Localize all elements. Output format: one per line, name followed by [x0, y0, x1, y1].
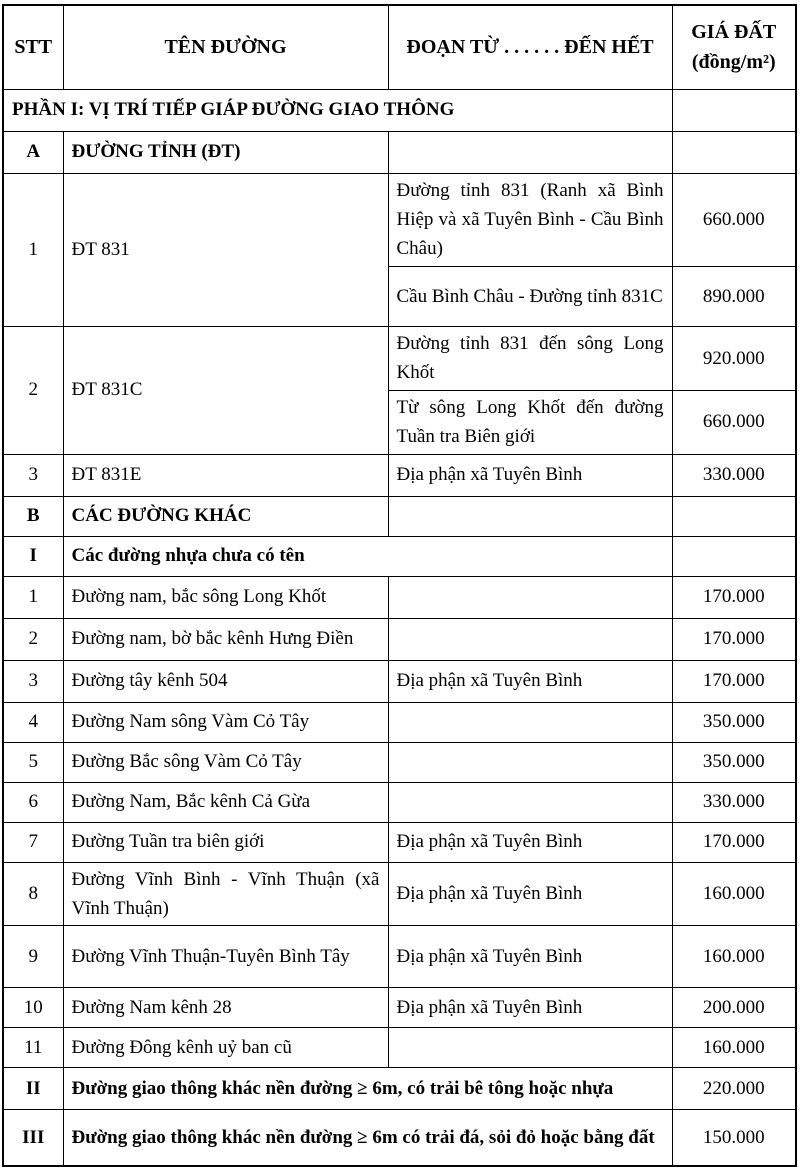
section-iii-row	[3, 1110, 796, 1166]
route-dt831e-stt: 3	[3, 454, 63, 496]
road-3-segment: Địa phận xã Tuyên Bình	[388, 660, 672, 702]
road-9-segment: Địa phận xã Tuyên Bình	[388, 926, 672, 988]
header-cell-doan-tu: ĐOẠN TỪ . . . . . . ĐẾN HẾT	[388, 5, 672, 89]
section-ii-id: II	[3, 1068, 63, 1110]
section-b-name: CÁC ĐƯỜNG KHÁC	[63, 496, 388, 536]
route-dt831e-name: ĐT 831E	[63, 454, 388, 496]
road-5-price: 350.000	[672, 742, 796, 782]
route-dt831c-price-1: 920.000	[672, 326, 796, 390]
route-dt831c-price-2: 660.000	[672, 390, 796, 454]
road-8-segment: Địa phận xã Tuyên Bình	[388, 862, 672, 926]
section-ii-name: Đường giao thông khác nền đường ≥ 6m, có trải bê tông hoặc nhựa	[63, 1068, 672, 1110]
route-dt831c-name: ĐT 831C	[63, 326, 388, 454]
road-row-3	[3, 660, 796, 702]
road-11-stt: 11	[3, 1028, 63, 1068]
section-a-segment-empty	[388, 131, 672, 173]
road-10-segment: Địa phận xã Tuyên Bình	[388, 988, 672, 1028]
road-7-name: Đường Tuần tra biên giới	[63, 822, 388, 862]
header-cell-gia-dat	[672, 5, 796, 89]
road-8-stt: 8	[3, 862, 63, 926]
road-2-segment	[388, 618, 672, 660]
route-dt831-segment-1: Đường tỉnh 831 (Ranh xã Bình Hiệp và xã Tuyên Bình - Cầu Bình Châu)	[388, 173, 672, 266]
road-row-5	[3, 742, 796, 782]
table-header-row	[3, 5, 796, 89]
road-10-stt: 10	[3, 988, 63, 1028]
road-5-segment	[388, 742, 672, 782]
route-dt831-row-1	[3, 173, 796, 266]
route-dt831c-row-1	[3, 326, 796, 390]
part1-title-row	[3, 89, 796, 131]
road-7-stt: 7	[3, 822, 63, 862]
section-a-price-empty	[672, 131, 796, 173]
road-11-price: 160.000	[672, 1028, 796, 1068]
section-a-name: ĐƯỜNG TỈNH (ĐT)	[63, 131, 388, 173]
route-dt831-stt: 1	[3, 173, 63, 326]
road-1-stt: 1	[3, 576, 63, 618]
road-5-stt: 5	[3, 742, 63, 782]
section-iii-price: 150.000	[672, 1110, 796, 1166]
section-i-price-empty	[672, 536, 796, 576]
road-row-4	[3, 702, 796, 742]
road-8-price: 160.000	[672, 862, 796, 926]
road-1-name: Đường nam, bắc sông Long Khốt	[63, 576, 388, 618]
road-2-price: 170.000	[672, 618, 796, 660]
road-row-9	[3, 926, 796, 988]
section-ii-row	[3, 1068, 796, 1110]
section-a-id: A	[3, 131, 63, 173]
gia-dat-line2: (đồng/m²)	[691, 51, 776, 74]
gia-dat-line1: GIÁ ĐẤT	[691, 21, 777, 44]
road-4-price: 350.000	[672, 702, 796, 742]
part1-title-cell: PHẦN I: VỊ TRÍ TIẾP GIÁP ĐƯỜNG GIAO THÔNG	[3, 89, 672, 131]
header-cell-stt: STT	[3, 5, 63, 89]
road-1-price: 170.000	[672, 576, 796, 618]
route-dt831e-segment: Địa phận xã Tuyên Bình	[388, 454, 672, 496]
road-10-name: Đường Nam kênh 28	[63, 988, 388, 1028]
road-11-segment	[388, 1028, 672, 1068]
route-dt831e-row	[3, 454, 796, 496]
route-dt831c-stt: 2	[3, 326, 63, 454]
road-3-stt: 3	[3, 660, 63, 702]
road-row-8	[3, 862, 796, 926]
road-7-segment: Địa phận xã Tuyên Bình	[388, 822, 672, 862]
route-dt831c-segment-1: Đường tỉnh 831 đến sông Long Khốt	[388, 326, 672, 390]
road-4-name: Đường Nam sông Vàm Cỏ Tây	[63, 702, 388, 742]
route-dt831-name: ĐT 831	[63, 173, 388, 326]
road-6-price: 330.000	[672, 782, 796, 822]
road-2-stt: 2	[3, 618, 63, 660]
section-iii-name: Đường giao thông khác nền đường ≥ 6m có trải đá, sỏi đỏ hoặc bằng đất	[63, 1110, 672, 1166]
section-i-row	[3, 536, 796, 576]
section-i-id: I	[3, 536, 63, 576]
road-6-name: Đường Nam, Bắc kênh Cả Gừa	[63, 782, 388, 822]
road-5-name: Đường Bắc sông Vàm Cỏ Tây	[63, 742, 388, 782]
road-2-name: Đường nam, bờ bắc kênh Hưng Điền	[63, 618, 388, 660]
road-row-2	[3, 618, 796, 660]
section-i-name: Các đường nhựa chưa có tên	[63, 536, 672, 576]
section-a-row	[3, 131, 796, 173]
road-9-stt: 9	[3, 926, 63, 988]
road-row-7	[3, 822, 796, 862]
section-b-id: B	[3, 496, 63, 536]
land-price-table	[2, 4, 797, 1167]
road-9-price: 160.000	[672, 926, 796, 988]
part1-price-cell-empty	[672, 89, 796, 131]
section-b-row	[3, 496, 796, 536]
road-3-price: 170.000	[672, 660, 796, 702]
road-4-segment	[388, 702, 672, 742]
route-dt831-price-1: 660.000	[672, 173, 796, 266]
road-6-segment	[388, 782, 672, 822]
road-row-1	[3, 576, 796, 618]
route-dt831-price-2: 890.000	[672, 266, 796, 326]
road-11-name: Đường Đông kênh uỷ ban cũ	[63, 1028, 388, 1068]
section-ii-price: 220.000	[672, 1068, 796, 1110]
road-row-6	[3, 782, 796, 822]
road-row-11	[3, 1028, 796, 1068]
section-b-segment-empty	[388, 496, 672, 536]
road-1-segment	[388, 576, 672, 618]
section-b-price-empty	[672, 496, 796, 536]
section-iii-id: III	[3, 1110, 63, 1166]
road-10-price: 200.000	[672, 988, 796, 1028]
route-dt831c-segment-2: Từ sông Long Khốt đến đường Tuần tra Biên giới	[388, 390, 672, 454]
route-dt831e-price: 330.000	[672, 454, 796, 496]
road-7-price: 170.000	[672, 822, 796, 862]
road-9-name: Đường Vĩnh Thuận-Tuyên Bình Tây	[63, 926, 388, 988]
road-4-stt: 4	[3, 702, 63, 742]
road-8-name: Đường Vĩnh Bình - Vĩnh Thuận (xã Vĩnh Thuận)	[63, 862, 388, 926]
road-row-10	[3, 988, 796, 1028]
header-cell-ten-duong: TÊN ĐƯỜNG	[63, 5, 388, 89]
route-dt831-segment-2: Cầu Bình Châu - Đường tỉnh 831C	[388, 266, 672, 326]
road-6-stt: 6	[3, 782, 63, 822]
road-3-name: Đường tây kênh 504	[63, 660, 388, 702]
